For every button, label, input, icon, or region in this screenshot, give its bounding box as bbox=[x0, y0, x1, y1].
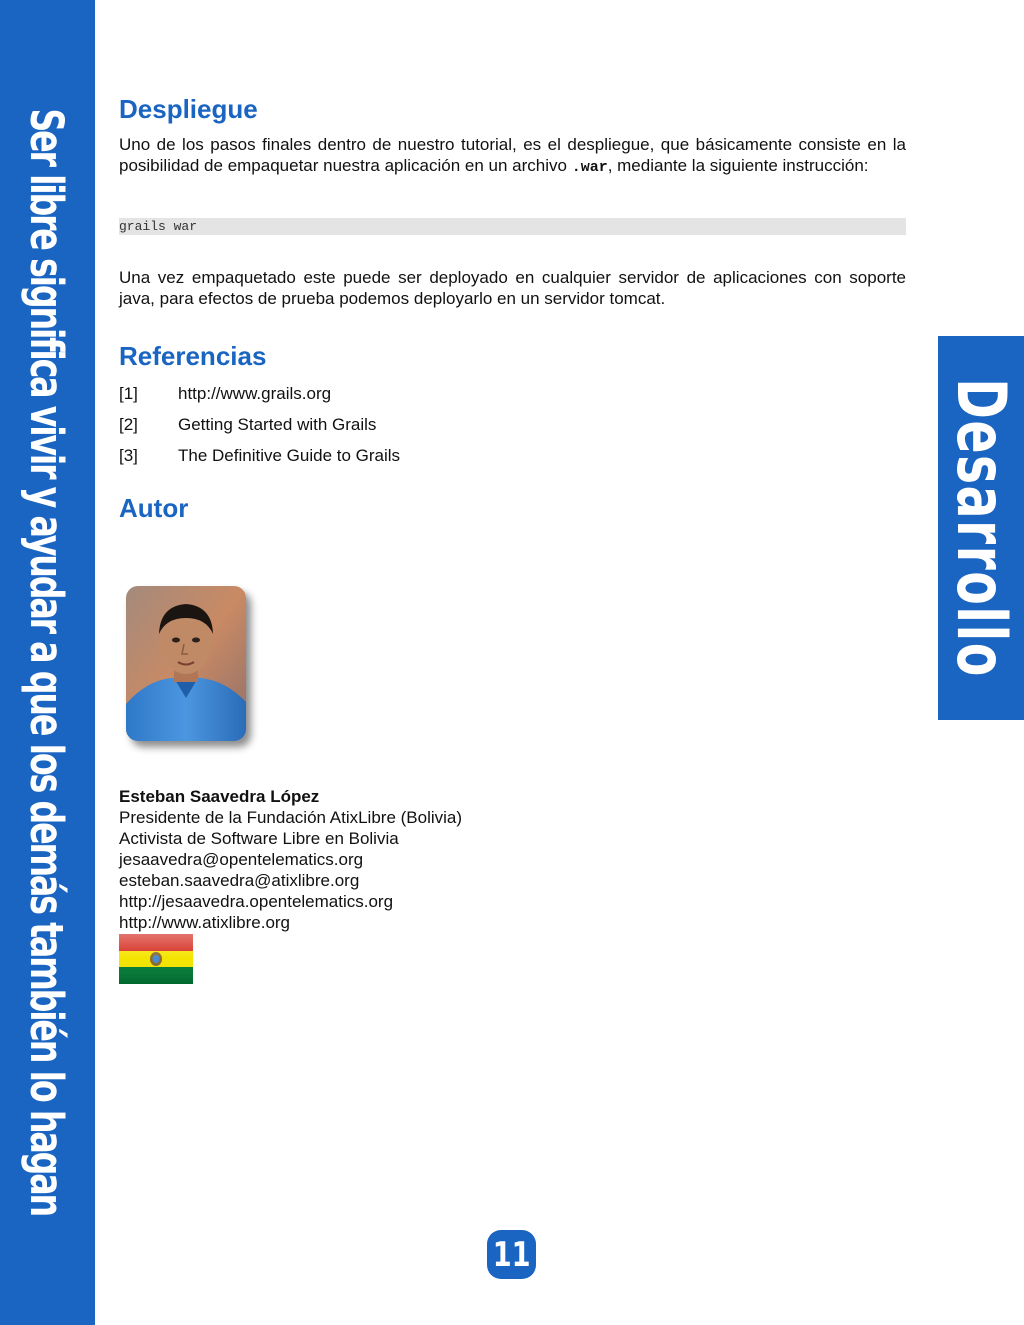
section-tab-text: Desarrollo bbox=[941, 378, 1021, 678]
author-info bbox=[119, 786, 462, 933]
inline-code: .war bbox=[571, 159, 608, 176]
author-role: Activista de Software Libre en Bolivia bbox=[119, 829, 399, 848]
bolivia-flag-icon bbox=[119, 934, 193, 984]
main-content bbox=[119, 94, 906, 524]
author-title: Presidente de la Fundación AtixLibre (Bolivia) bbox=[119, 808, 463, 827]
despliegue-heading: Despliegue bbox=[119, 94, 258, 124]
page-number: 11 bbox=[492, 1234, 531, 1275]
author-name: Esteban Saavedra López bbox=[119, 787, 320, 806]
page-number-badge bbox=[487, 1230, 536, 1279]
reference-text: The Definitive Guide to Grails bbox=[178, 445, 401, 465]
reference-number: [3] bbox=[119, 445, 138, 465]
reference-item bbox=[119, 409, 906, 440]
reference-number: [2] bbox=[119, 414, 138, 434]
autor-heading: Autor bbox=[119, 493, 189, 523]
section-tab bbox=[938, 336, 1024, 720]
author-website-1[interactable]: http://jesaavedra.opentelematics.org bbox=[119, 892, 394, 911]
reference-text: Getting Started with Grails bbox=[178, 414, 377, 434]
author-website-2[interactable]: http://www.atixlibre.org bbox=[119, 913, 291, 932]
reference-item bbox=[119, 378, 906, 409]
referencias-heading: Referencias bbox=[119, 341, 267, 371]
code-block: grails war bbox=[119, 218, 906, 235]
author-photo bbox=[126, 586, 246, 741]
reference-text[interactable]: http://www.grails.org bbox=[178, 383, 332, 403]
despliegue-paragraph-2: Una vez empaquetado este puede ser deployado en cualquier servidor de aplicaciones con soporte java, para efectos de prueba podemos deployarlo en un servidor tomcat. bbox=[119, 268, 906, 308]
reference-list bbox=[119, 378, 906, 471]
reference-item bbox=[119, 440, 906, 471]
sidebar-slogan bbox=[17, 37, 77, 1287]
reference-number: [1] bbox=[119, 383, 138, 403]
despliegue-paragraph-after: , mediante la siguiente instrucción: bbox=[607, 156, 869, 175]
section-tab-label bbox=[938, 336, 1024, 720]
despliegue-paragraph bbox=[119, 134, 906, 178]
author-email-2[interactable]: esteban.saavedra@atixlibre.org bbox=[119, 871, 360, 890]
despliegue-paragraph-before: Uno de los pasos finales dentro de nuestro tutorial, es el despliegue, que básicamente consiste en la posibilidad de empaquetar nuestra aplicación en un archivo bbox=[119, 135, 906, 175]
author-email-1[interactable]: jesaavedra@opentelematics.org bbox=[119, 850, 364, 869]
author-portrait-image bbox=[126, 586, 246, 741]
sidebar-slogan-text: Ser libre significa vivir y ayudar a que los demás también lo hagan bbox=[20, 108, 74, 1216]
left-sidebar-band bbox=[0, 0, 95, 1325]
